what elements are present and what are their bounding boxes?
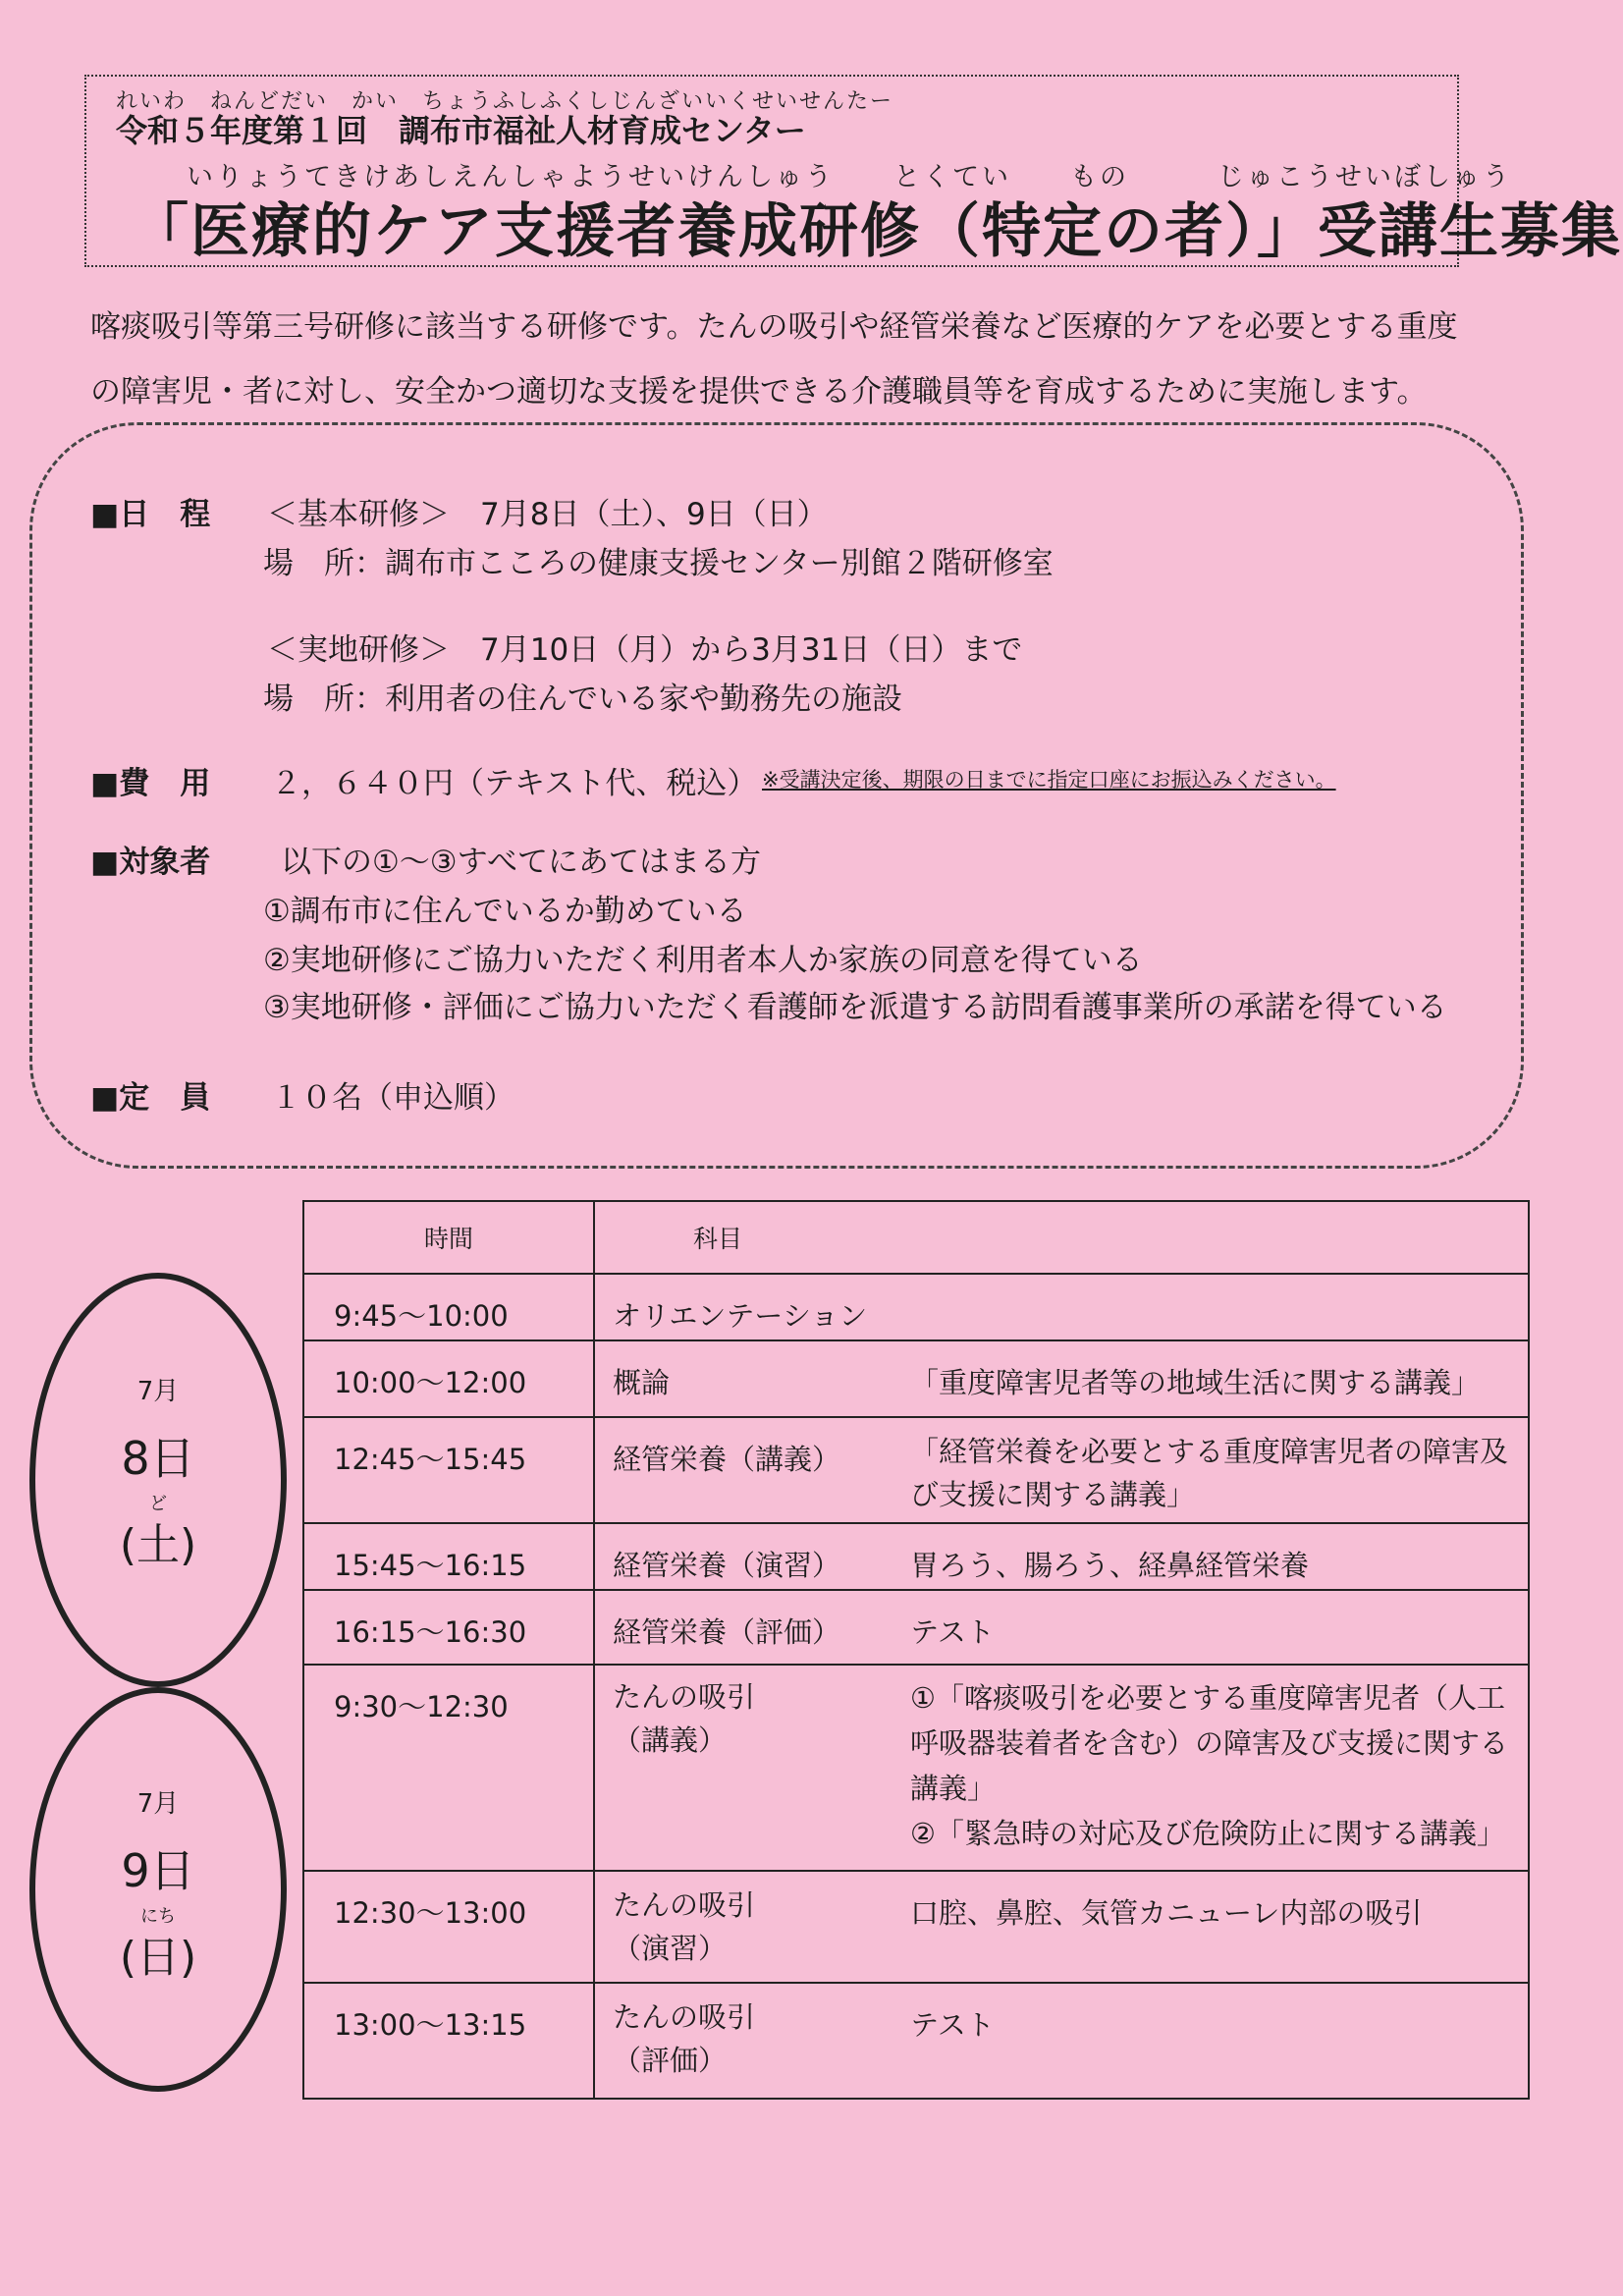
basic-place: 場 所：調布市こころの健康支援センター別館２階研修室: [263, 546, 1054, 581]
row-8-time: 13:00～13:15: [303, 1983, 594, 2099]
table-row: [303, 1871, 1529, 1983]
fee-note: ※受講決定後、期限の日までに指定口座にお振込みください。: [762, 768, 1336, 792]
row-4-time: 15:45～16:15: [303, 1523, 594, 1590]
row-5-desc: テスト: [910, 1590, 1529, 1665]
row-7-time: 12:30～13:00: [303, 1871, 594, 1983]
practical-place: 場 所：利用者の住んでいる家や勤務先の施設: [263, 682, 902, 717]
row-8-subject: [594, 1983, 910, 2099]
day-oval-saturday: [29, 1273, 287, 1687]
row-3-subject: 経管栄養（講義）: [594, 1417, 910, 1523]
target-label: ■対象者: [90, 845, 211, 880]
row-2-desc: 「重度障害児者等の地域生活に関する講義」: [910, 1340, 1529, 1417]
row-6-subject-line-1: たんの吸引: [613, 1680, 756, 1714]
day-2-weekday: (日): [119, 1933, 197, 1983]
table-row: [303, 1523, 1529, 1590]
table-row: [303, 1417, 1529, 1523]
row-6-subject: [594, 1665, 910, 1871]
intro-line-2: の障害児・者に対し、安全かつ適切な支援を提供できる介護職員等を育成するために実施します。: [90, 374, 1428, 410]
row-4-subject: 経管栄養（演習）: [594, 1523, 910, 1590]
row-6-desc: [910, 1665, 1529, 1871]
row-7-desc: 口腔、鼻腔、気管カニューレ内部の吸引: [910, 1871, 1529, 1983]
table-row: [303, 1274, 1529, 1340]
row-6-time: 9:30～12:30: [303, 1665, 594, 1871]
row-1-subject: オリエンテーション: [594, 1274, 1529, 1340]
row-5-subject: 経管栄養（評価）: [594, 1590, 910, 1665]
row-3-time: 12:45～15:45: [303, 1417, 594, 1523]
row-6-subject-line-2: （講義）: [613, 1723, 728, 1757]
target-intro: 以下の①～③すべてにあてはまる方: [281, 845, 761, 880]
day-2-ruby: にち: [140, 1906, 176, 1927]
schedule-table: [302, 1200, 1530, 2100]
day-2-date: 9日: [121, 1844, 195, 1897]
row-7-subject: [594, 1871, 910, 1983]
header-subject: 科目: [594, 1201, 1529, 1274]
row-8-desc: テスト: [910, 1983, 1529, 2099]
day-1-date: 8日: [121, 1432, 195, 1485]
day-2-month: 7月: [136, 1789, 180, 1819]
row-2-subject: 概論: [594, 1340, 910, 1417]
fee-value: ２，６４０円（テキスト代、税込）: [271, 766, 758, 801]
fee-label: ■費 用: [90, 766, 211, 801]
table-row: [303, 1340, 1529, 1417]
row-4-desc: 胃ろう、腸ろう、経鼻経管栄養: [910, 1523, 1529, 1590]
info-box: [29, 422, 1524, 1169]
target-item-1: ①調布市に住んでいるか勤めている: [263, 894, 747, 929]
title-ruby: いりょうてきけあしえんしゃようせいけんしゅう とくてい もの じゅこうせいぼしゅう: [187, 162, 1512, 192]
schedule-label: ■日 程: [90, 497, 211, 532]
row-6-desc-2: ②「緊急時の対応及び危険防止に関する講義」: [910, 1817, 1505, 1850]
day-1-month: 7月: [136, 1377, 180, 1406]
row-7-subject-line-2: （演習）: [613, 1932, 728, 1965]
practical-course: ＜実地研修＞ 7月10日（月）から3月31日（日）まで: [267, 632, 1023, 668]
header-time: 時間: [303, 1201, 594, 1274]
table-row: [303, 1983, 1529, 2099]
row-6-desc-1: ①「喀痰吸引を必要とする重度障害児者（人工呼吸器装着者を含む）の障害及び支援に関する講義」: [910, 1681, 1509, 1805]
subtitle-ruby: れいわ ねんどだい かい ちょうふしふくしじんざいいくせいせんたー: [116, 89, 894, 114]
header-subtitle: 令和５年度第１回 調布市福祉人材育成センター: [116, 112, 806, 149]
table-row: [303, 1590, 1529, 1665]
intro-line-1: 喀痰吸引等第三号研修に該当する研修です。たんの吸引や経管栄養など医療的ケアを必要とする重度: [90, 309, 1458, 345]
target-item-2: ②実地研修にご協力いただく利用者本人か家族の同意を得ている: [263, 943, 1143, 978]
day-oval-sunday: [29, 1687, 287, 2092]
table-header-row: [303, 1201, 1529, 1274]
basic-course: ＜基本研修＞ 7月8日（土）、9日（日）: [267, 497, 828, 532]
row-1-time: 9:45～10:00: [303, 1274, 594, 1340]
capacity-label: ■定 員: [90, 1080, 211, 1116]
target-item-3: ③実地研修・評価にご協力いただく看護師を派遣する訪問看護事業所の承諾を得ている: [263, 990, 1447, 1025]
day-1-ruby: ど: [149, 1494, 167, 1514]
row-2-time: 10:00～12:00: [303, 1340, 594, 1417]
table-row: [303, 1665, 1529, 1871]
intro-text: [90, 295, 1534, 424]
row-3-desc: 「経管栄養を必要とする重度障害児者の障害及び支援に関する講義」: [910, 1417, 1529, 1523]
capacity-value: １０名（申込順）: [271, 1080, 514, 1116]
page-title: 「医療的ケア支援者養成研修（特定の者）」受講生募集: [130, 197, 1622, 266]
row-8-subject-line-2: （評価）: [613, 2044, 728, 2077]
row-8-subject-line-1: たんの吸引: [613, 2000, 756, 2034]
day-1-weekday: (土): [119, 1520, 197, 1570]
row-7-subject-line-1: たんの吸引: [613, 1888, 756, 1922]
row-5-time: 16:15～16:30: [303, 1590, 594, 1665]
